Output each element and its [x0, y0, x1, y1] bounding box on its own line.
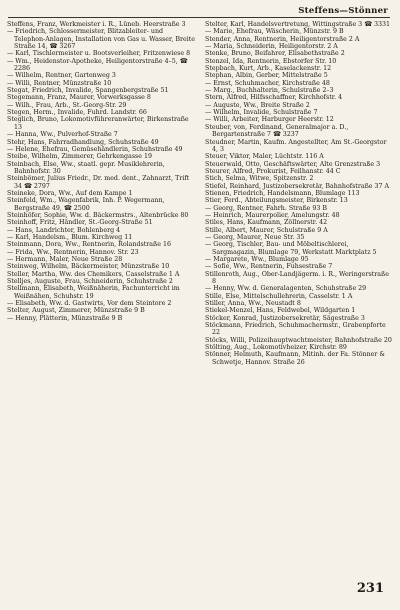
directory-entry: Stier, Ferd., Abteilungsmeister, Birkenstr. 13	[205, 197, 348, 205]
directory-entry: Stiekel-Menzel, Hans, Feldwebel, Wildgarten 1	[205, 307, 356, 315]
directory-entry: Stich, Selma, Witwe, Spitzenstr. 2	[205, 175, 314, 183]
directory-entry: Steinhöfer, Sophie, Ww. d. Bäckermstrs., Altenbrücke 80	[7, 211, 189, 219]
directory-entry: Stegen, Herm., Invalide, Fuhrd. Landstr. 66	[7, 109, 147, 117]
directory-entry: Stiefel, Reinhard, Justizobersekretär, Bahnhofstraße 37 A	[205, 182, 390, 190]
directory-entry: Stenke, Bruno, Beifahrer, Elisabethstraße 2	[205, 50, 345, 58]
directory-entry: — Georg, Maurer, Neue Str. 35	[205, 233, 305, 241]
directory-entry: — Wilhelm, Invalide, Schulstraße 7	[205, 109, 318, 117]
directory-entry: Steinmann, Dora, Ww., Rentnerin, Rolandstraße 16	[7, 241, 171, 249]
directory-entry: Stöckmann, Friedrich, Schuhmachermstr., Grabenpforte 22	[205, 322, 386, 337]
directory-entry: — Wilhelm, Rentner, Gartenweg 3	[7, 72, 116, 80]
directory-entry: Steuber, von, Ferdinand, Generalmajor a. D., Bergartenstraße 7 ☎ 3237	[205, 123, 349, 139]
directory-entry: — Heinrich, Maurerpolier, Amelungstr. 48	[205, 211, 340, 219]
directory-entry: Stegemann, Franz, Maurer, Vorwerksgasse 8	[7, 94, 151, 102]
directory-entry: Stehr, Hans, Fahrradhandlung, Schuhstraße 49	[7, 138, 159, 146]
directory-entry: — Henny, Plätterin, Münzstraße 9 B	[7, 314, 123, 322]
directory-entry: Steinweg, Wilhelm, Bäckermeister, Münzstraße 10	[7, 263, 170, 271]
directory-entry: Stepbach, Kurt, Arb., Kaselackenstr. 12	[205, 65, 332, 73]
directory-entry: Stenzel, Ida, Rentnerin, Ebstorfer Str. 10	[205, 57, 337, 65]
directory-entry: Steineke, Dora, Ww., Auf dem Kampe 1	[7, 189, 133, 197]
directory-entry: Stöcker, Konrad, Justizobersekretär, Sägestraße 3	[205, 314, 365, 322]
directory-entry: — Georg, Tischler, Bau- und Möbeltischlerei, Sargmagazin, Blumlage 79, Werkstatt Marktplatz 5	[205, 241, 377, 256]
directory-entry: Steglich, Bruno, Lokomotivführeranwärter, Birkenstraße 13	[7, 116, 189, 131]
directory-entry: Steinbömer, Julius Friedr., Dr. med. dent., Zahnarzt, Trift 34 ☎ 2797	[7, 175, 190, 190]
directory-entry: — Marg., Buchhalterin, Schulstraße 2–3	[205, 87, 334, 95]
directory-entry: Stiller, Anna, Ww., Neustadt 8	[205, 300, 301, 308]
directory-entry: Stillenroth, Aug., Ober-Landjägerm. i. R., Weringerstraße 8	[205, 270, 389, 286]
directory-entry: — Marie, Ehefrau, Wäscherin, Münzstr. 9 B	[205, 28, 344, 36]
directory-entry: — Henny, Ww. d. Generalagenten, Schuhstraße 29	[205, 285, 367, 293]
directory-entry: — Auguste, Ww., Breite Straße 2	[205, 101, 310, 109]
directory-entry: — Frida, Ww., Rentnerin, Hannov. Str. 23	[7, 248, 139, 256]
directory-entry: Stelljes, Auguste, Frau, Schneiderin, Schuhstraße 2	[7, 278, 173, 286]
page-number: 231	[356, 581, 384, 596]
directory-entry: — Willi, Arbeiter, Harburger Heerstr. 12	[205, 116, 334, 124]
directory-entry: Stern, Alfred, Hilfsschaffner, Kirchhofstr. 4	[205, 94, 343, 102]
directory-entry: Steinfeld, Wm., Wagenfabrik, Inh. P. Wegermann, Bergstraße 49, ☎ 2500	[7, 197, 165, 212]
directory-entry: Stönner, Helmuth, Kaufmann, Mitinh. der Fa. Stönner & Schwetje, Hannov. Straße 26	[205, 351, 386, 366]
directory-entry: Stellmann, Elisabeth, Weißnäherin, Fachunterricht im Weißnähen, Schuhstr. 19	[7, 285, 180, 300]
directory-entry: — Sofie, Ww., Rentnerin, Fuhsestraße 7	[205, 263, 333, 271]
directory-entry: Steller, Martha, Ww. des Chemikers, Casselstraße 1 A	[7, 270, 180, 278]
directory-entry: — Margarete, Ww., Blumlage 95	[205, 256, 309, 263]
directory-entry: Stelter, Karl, Handelsvertretung, Wittingstraße 3 ☎ 3331	[205, 21, 391, 28]
directory-entry: — Wm., Heidenstor-Apotheke, Heiligentorstraße 4–5, ☎ 2286	[7, 57, 188, 73]
directory-entry: Stelter, August, Zimmerer, Münzstraße 9 B	[7, 307, 145, 315]
directory-entry: Steibe, Wilhelm, Zimmerer, Gehrkengasse 19	[7, 153, 153, 161]
directory-entry: Steuer, Viktor, Maler, Lüchtstr. 116 A	[205, 153, 324, 161]
header-rule	[8, 17, 390, 18]
directory-entry: — Friedrich, Schlossermeister, Blitzableiter- und Telephon-Anlagen, Installation von Gas u. Wasser, Breite Straße 14, ☎ 3267	[7, 28, 195, 51]
directory-entry: Stille, Else, Mittelschullehrerin, Casselstr. 1 A	[205, 292, 353, 300]
directory-entry: — Hans, Landrichter, Bohlenberg 4	[7, 226, 121, 234]
directory-entry: Stienen, Friedrich, Handelsmann, Blumlage 113	[205, 189, 360, 197]
directory-entry: Stephan, Albin, Gerber, Mittelstraße 5	[205, 72, 328, 80]
directory-entry: — Karl, Handelsm., Blum. Kirchweg 11	[7, 233, 133, 241]
directory-entry: — Helene, Ehefrau, Gemüsehändlerin, Schuhstraße 49	[7, 145, 183, 153]
directory-entry: Stölting, Aug., Lokomotivheizer, Kirchstr. 89	[205, 344, 347, 352]
directory-entry: Stiles, Hans, Kaufmann, Zöllnerstr. 42	[205, 219, 328, 227]
directory-entry: — Willi, Rentner, Münzstraße 10	[7, 79, 112, 87]
directory-entry: Steudner, Martin, Kaufm. Angestellter, Am St.-Georgstor 4, 3	[205, 138, 387, 153]
left-column	[7, 21, 195, 322]
directory-entry: Steffens, Franz, Werkmeister i. R., Lüneb. Heerstraße 3	[7, 21, 186, 28]
directory-entry: Stender, Anna, Rentnerin, Heiligentorstraße 2 A	[205, 35, 360, 43]
directory-entry: Stöcks, Willi, Polizeihauptwachtmeister, Bahnhofstraße 20	[205, 336, 392, 344]
directory-entry: — Georg, Rentner, Fahrh. Straße 93 B	[205, 204, 328, 212]
directory-entry: Stegat, Friedrich, Invalide, Spangenbergstraße 51	[7, 87, 169, 95]
running-head: Steffens—Stönner	[298, 6, 388, 16]
directory-entry: — Elisabeth, Ww. d. Gastwirts, Vor dem Steintore 2	[7, 300, 172, 308]
directory-entry: Steuerwald, Otto, Geschäftswärter, Alte Grenzstraße 3	[205, 160, 381, 168]
directory-entry: — Ernst, Schuhmacher, Kirchstraße 48	[205, 79, 330, 87]
directory-entry: — Hanna, Ww., Pulverhof-Straße 7	[7, 131, 118, 139]
directory-entry: Steurer, Alfred, Prokurist, Feilhanstr. 44 C	[205, 167, 341, 175]
directory-entry: Stille, Albert, Maurer, Schulstraße 9 A	[205, 226, 328, 234]
right-column	[205, 21, 393, 366]
directory-entry: Steinbach, Else, Ww., staatl. gepr. Musiklehrerin, Bahnhofstr. 30	[7, 160, 165, 175]
directory-entry: — Hermann, Maler, Neue Straße 28	[7, 256, 123, 263]
directory-entry: — Wilh., Frau, Arb., St.-Georg-Str. 29	[7, 101, 127, 109]
directory-entry: — Karl, Tischlermeister u. Bootsverleiher, Fritzenwiese 8	[7, 50, 191, 58]
directory-entry: — Maria, Schneiderin, Heiligentorstr. 2 A	[205, 43, 338, 51]
directory-entry: Steinhoff, Fritz, Händler, St.-Georg-Straße 51	[7, 219, 153, 227]
